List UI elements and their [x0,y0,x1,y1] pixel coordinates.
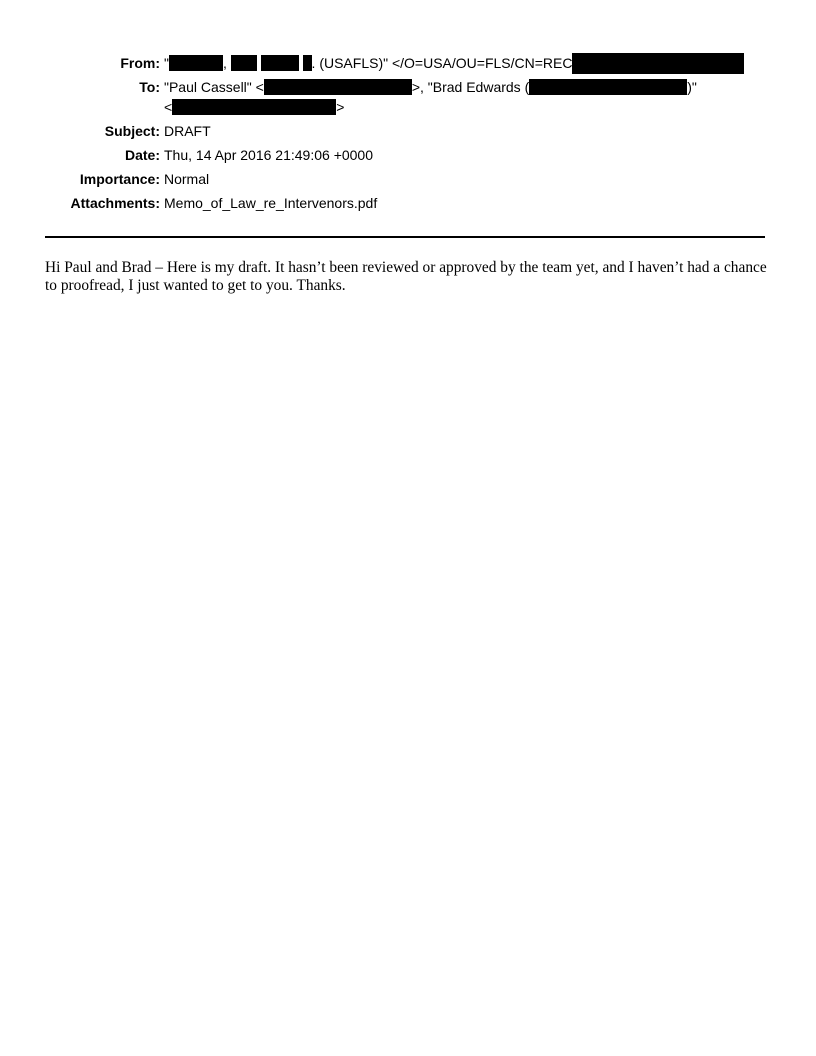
header-divider [45,236,765,238]
attachments-label: Attachments: [70,195,160,211]
to-line2-close: > [336,99,345,115]
importance-value: Normal [164,171,210,187]
subject-row [0,121,816,145]
subject-label: Subject: [104,123,160,139]
from-quote: " [164,55,169,71]
from-row [0,53,816,77]
date-row [0,145,816,169]
from-suffix: . (USAFLS)" </O=USA/OU=FLS/CN=REC [311,55,573,71]
redaction-block [172,99,336,115]
to-part1: "Paul Cassell" < [164,79,264,95]
attachments-row [0,193,816,217]
to-label: To: [139,79,160,95]
redaction-block [169,55,223,71]
redaction-block [231,55,257,71]
redaction-block [529,79,687,95]
redaction-block [261,55,299,71]
date-label: Date: [124,147,160,163]
to-line2-open: < [164,99,173,115]
date-value: Thu, 14 Apr 2016 21:49:06 +0000 [164,147,374,163]
from-value [164,53,744,74]
to-part3: )" [687,79,697,95]
importance-row [0,169,816,193]
from-comma: , [222,55,227,71]
to-row [0,77,816,121]
email-body: Hi Paul and Brad – Here is my draft. It hasn’t been reviewed or approved by the team yet, and I haven’t had a chance to proofread, I just wanted to get to you. Thanks. [45,259,767,294]
attachment-filename[interactable]: Memo_of_Law_re_Intervenors.pdf [164,195,378,211]
redaction-block [303,55,312,71]
from-label: From: [120,55,160,71]
subject-value: DRAFT [164,123,211,139]
to-part2: >, "Brad Edwards ( [411,79,530,95]
redaction-block [264,79,412,95]
to-value [164,77,697,117]
importance-label: Importance: [79,171,160,187]
redaction-block [572,53,744,74]
email-header [0,53,816,217]
